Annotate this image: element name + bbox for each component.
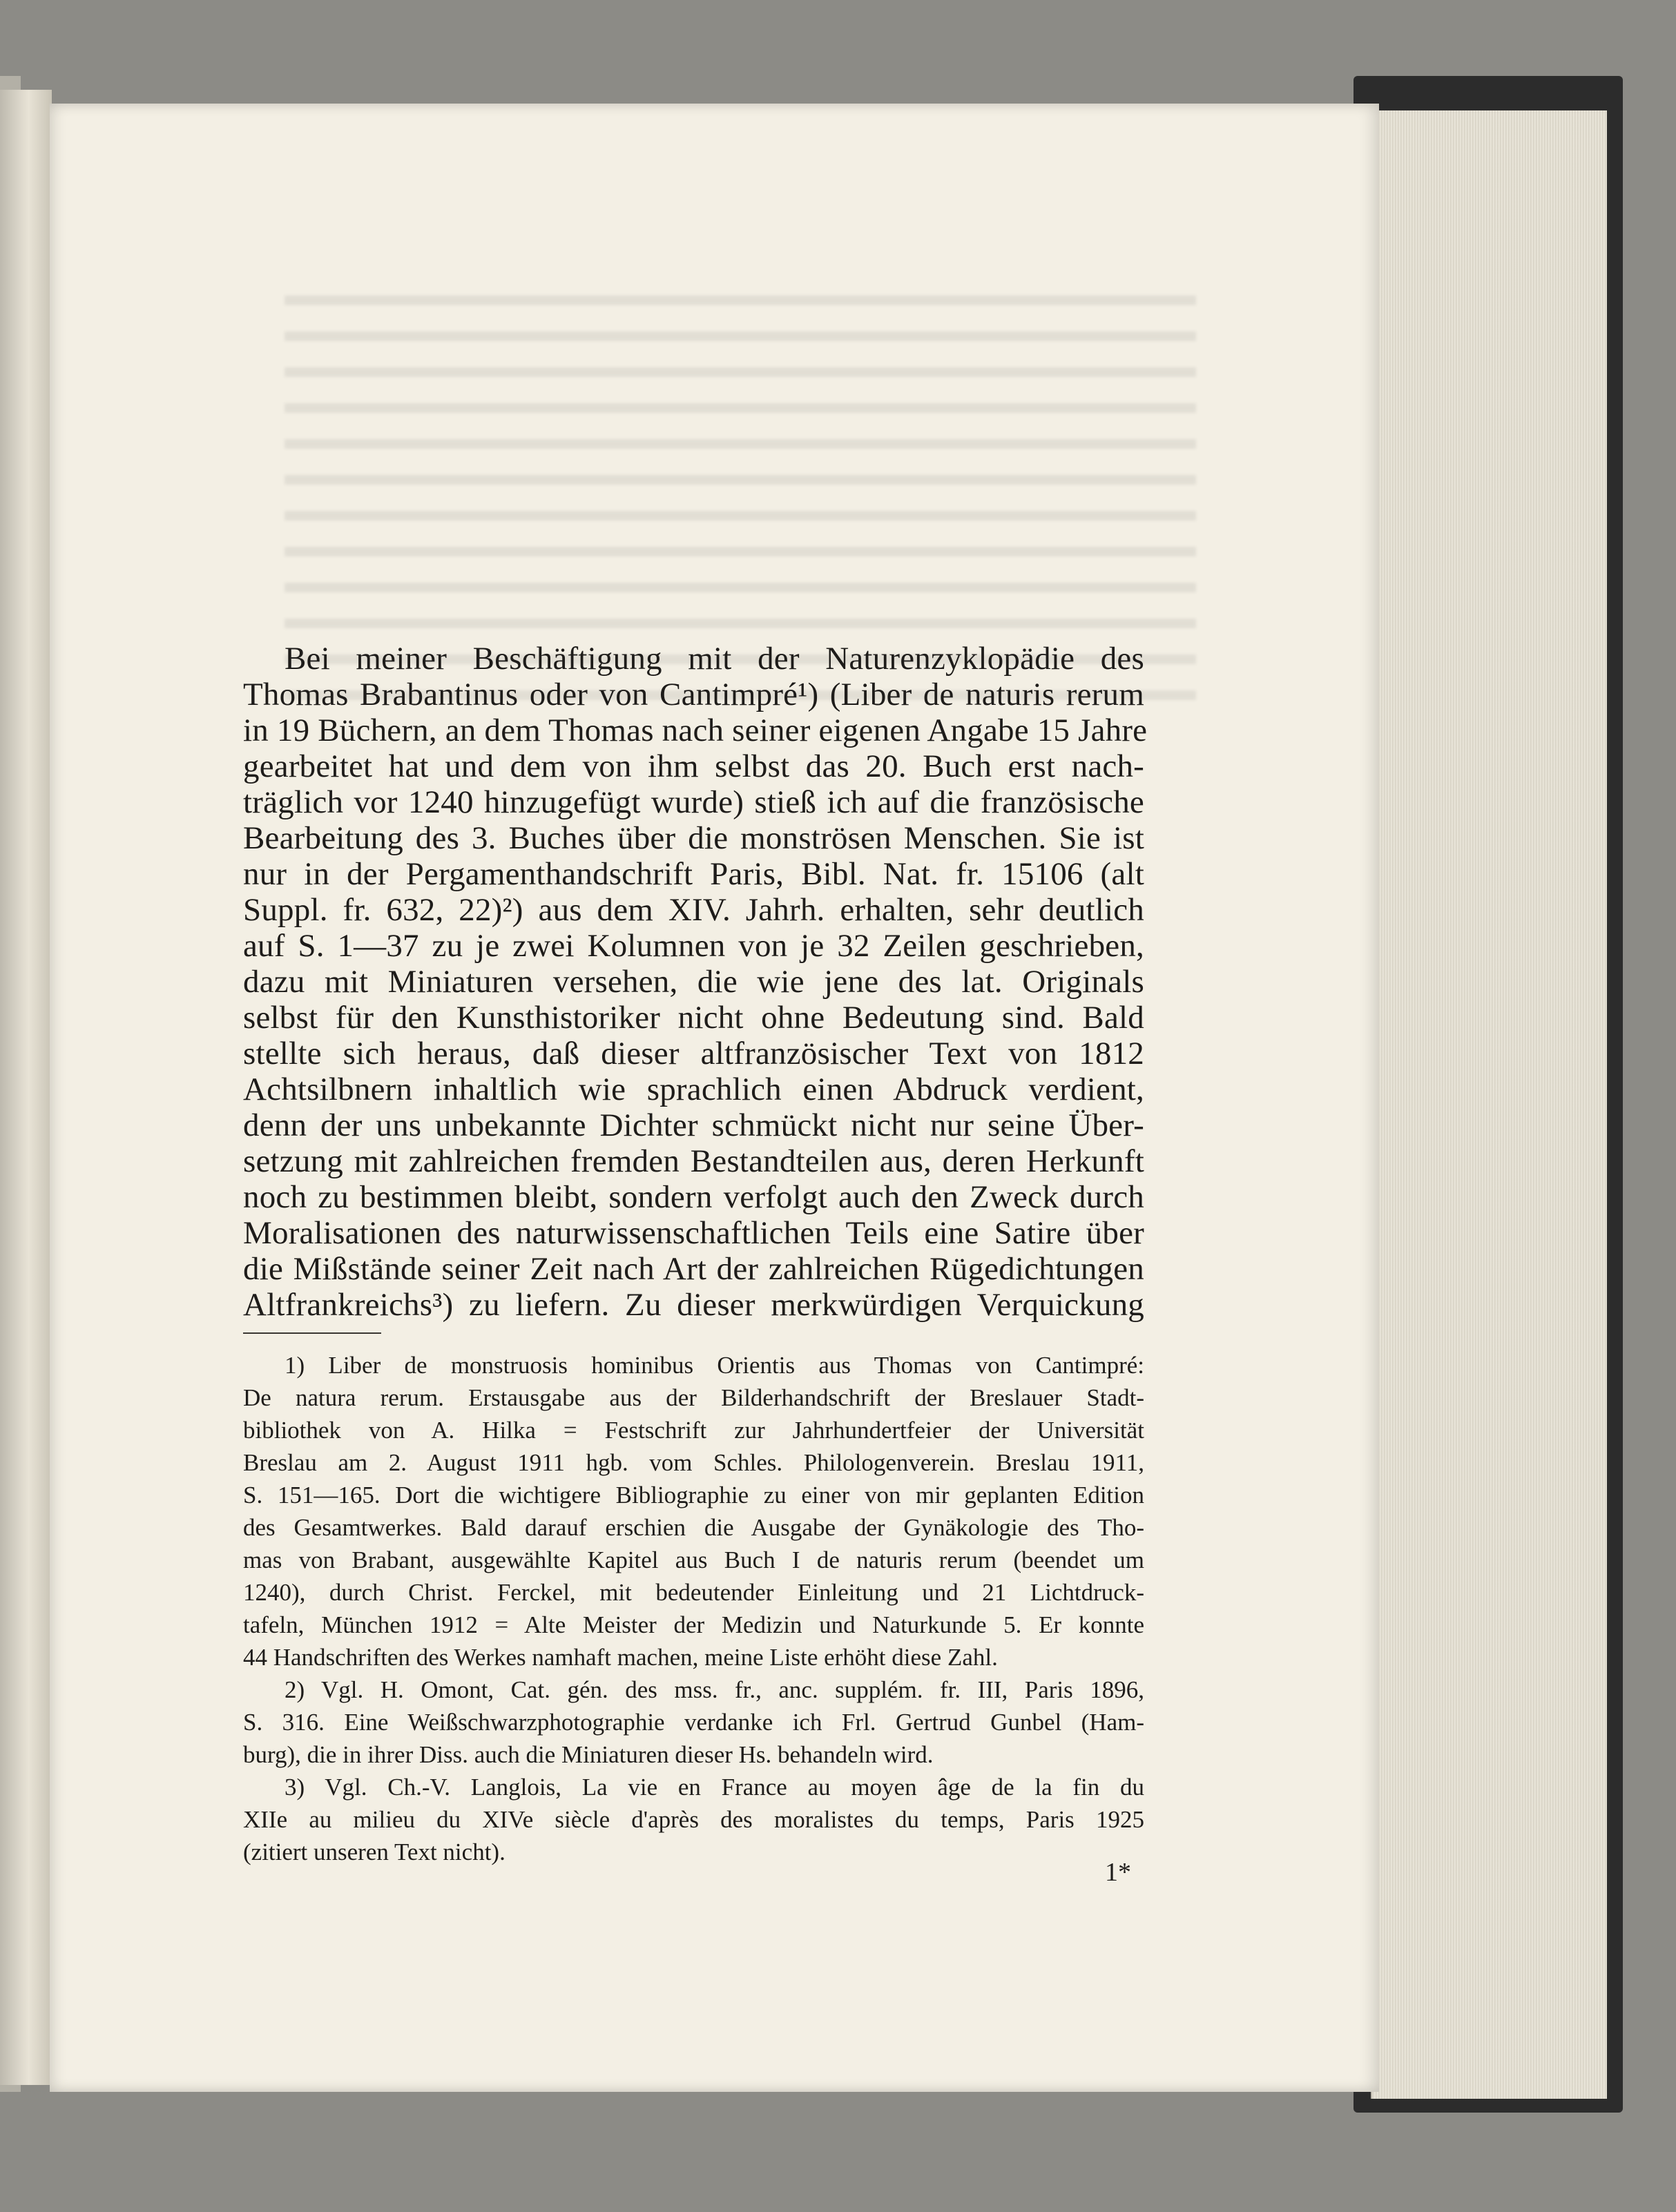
body-line: Suppl. fr. 632, 22)²) aus dem XIV. Jahrh. erhalten, sehr deutlich [243,892,1144,928]
footnote-line: 44 Handschriften des Werkes namhaft machen, meine Liste erhöht diese Zahl. [243,1644,998,1671]
footnote-line: Breslau am 2. August 1911 hgb. vom Schles. Philologenverein. Breslau 1911, [243,1449,1144,1476]
footnote-line: S. 316. Eine Weißschwarzphotographie verdanke ich Frl. Gertrud Gunbel (Ham- [243,1709,1144,1736]
body-line: Thomas Brabantinus oder von Cantimpré¹) (Liber de naturis rerum [243,677,1144,712]
body-line: Achtsilbnern inhaltlich wie sprachlich einen Abdruck verdient, [243,1071,1144,1107]
footnote-line: bibliothek von A. Hilka = Festschrift zur Jahrhundertfeier der Universität [243,1417,1144,1444]
body-line: denn der uns unbekannte Dichter schmückt nicht nur seine Über- [243,1107,1144,1143]
body-line: in 19 Büchern, an dem Thomas nach seiner eigenen Angabe 15 Jahre [243,712,1148,748]
page-edges [1371,110,1607,2099]
body-line: dazu mit Miniaturen versehen, die wie jene des lat. Originals [243,964,1144,1000]
footnote-line: XIIe au milieu du XIVe siècle d'après des moralistes du temps, Paris 1925 [243,1806,1144,1833]
body-line: gearbeitet hat und dem von ihm selbst das 20. Buch erst nach- [243,748,1144,784]
footnote-line: 2) Vgl. H. Omont, Cat. gén. des mss. fr., anc. supplém. fr. III, Paris 1896, [285,1676,1144,1703]
footnote-line: tafeln, München 1912 = Alte Meister der Medizin und Naturkunde 5. Er konnte [243,1611,1144,1638]
body-line: noch zu bestimmen bleibt, sondern verfolgt auch den Zweck durch [243,1179,1144,1215]
footnote-line: 3) Vgl. Ch.-V. Langlois, La vie en France au moyen âge de la fin du [285,1774,1144,1801]
body-line: selbst für den Kunsthistoriker nicht ohne Bedeutung sind. Bald [243,1000,1144,1036]
body-line: die Mißstände seiner Zeit nach Art der zahlreichen Rügedichtungen [243,1251,1144,1287]
body-line: stellte sich heraus, daß dieser altfranzösischer Text von 1812 [243,1036,1144,1071]
footnote-line: (zitiert unseren Text nicht). [243,1839,505,1865]
body-line: Bei meiner Beschäftigung mit der Naturenzyklopädie des [285,641,1144,677]
footnote-divider [243,1332,381,1334]
body-line: nur in der Pergamenthandschrift Paris, Bibl. Nat. fr. 15106 (alt [243,856,1144,892]
footnote-line: burg), die in ihrer Diss. auch die Miniaturen dieser Hs. behandeln wird. [243,1741,934,1768]
body-line: setzung mit zahlreichen fremden Bestandteilen aus, deren Herkunft [243,1143,1144,1179]
footnote-line: des Gesamtwerkes. Bald darauf erschien die Ausgabe der Gynäkologie des Tho- [243,1514,1144,1541]
signature-mark: 1* [1105,1858,1131,1887]
body-line: träglich vor 1240 hinzugefügt wurde) stieß ich auf die französische [243,784,1144,820]
footnote-line: 1) Liber de monstruosis hominibus Orientis aus Thomas von Cantimpré: [285,1352,1144,1379]
footnote-line: De natura rerum. Erstausgabe aus der Bilderhandschrift der Breslauer Stadt- [243,1384,1144,1411]
main-text [243,641,1148,1868]
footnote-line: 1240), durch Christ. Ferckel, mit bedeutender Einleitung und 21 Lichtdruck- [243,1579,1144,1606]
footnote-line: S. 151—165. Dort die wichtigere Bibliographie zu einer von mir geplanten Edition [243,1482,1144,1508]
body-line: Moralisationen des naturwissenschaftlichen Teils eine Satire über [243,1215,1144,1251]
body-line: Altfrankreichs³) zu liefern. Zu dieser merkwürdigen Verquickung [243,1287,1144,1323]
facing-page-edge [0,90,52,2085]
body-line: Bearbeitung des 3. Buches über die monströsen Menschen. Sie ist [243,820,1144,856]
footnote-line: mas von Brabant, ausgewählte Kapitel aus Buch I de naturis rerum (beendet um [243,1546,1144,1573]
body-line: auf S. 1—37 zu je zwei Kolumnen von je 32 Zeilen geschrieben, [243,928,1144,964]
